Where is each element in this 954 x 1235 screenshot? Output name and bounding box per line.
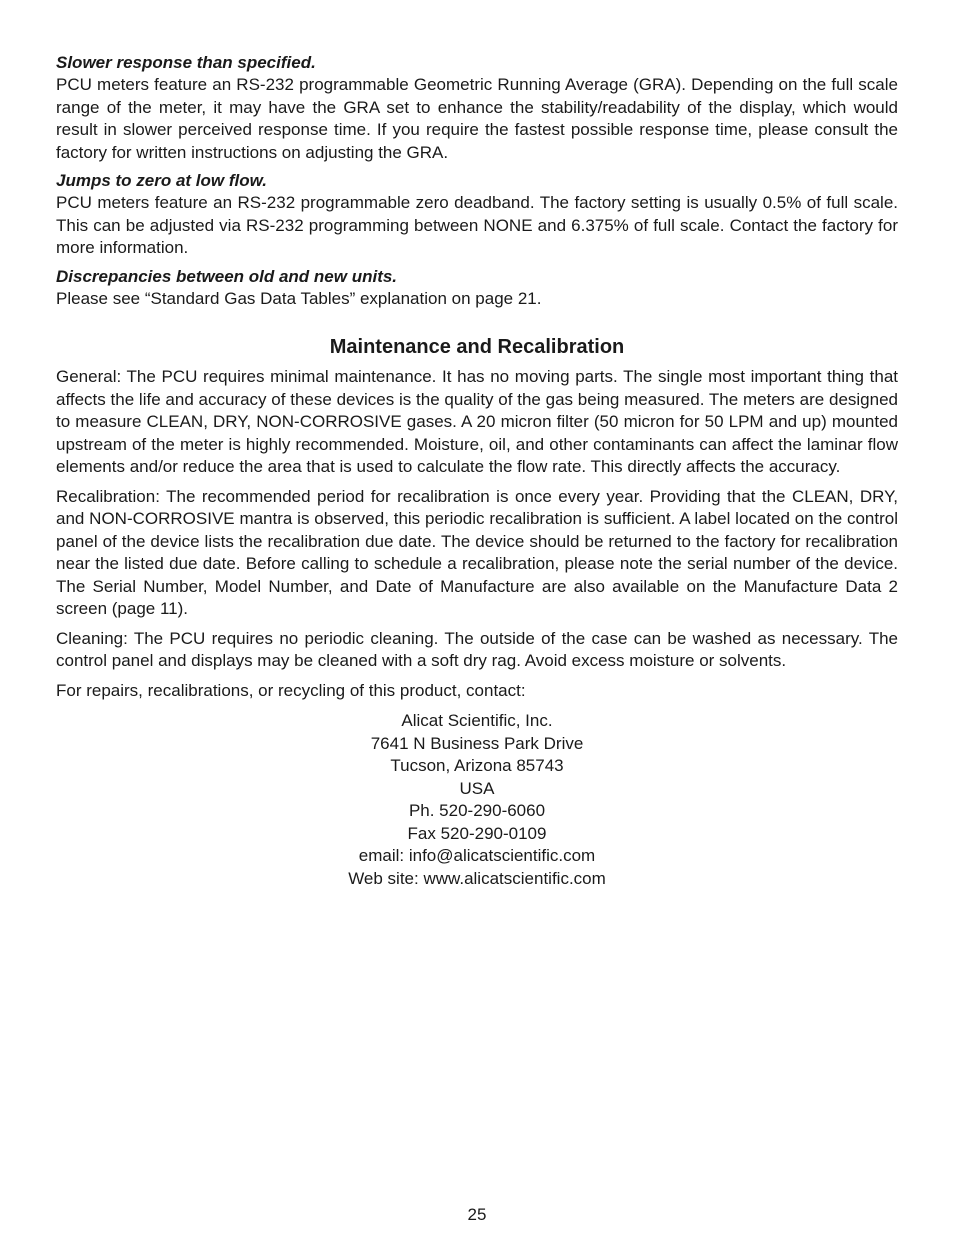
contact-intro: For repairs, recalibrations, or recycling of this product, contact: bbox=[56, 680, 526, 700]
contact-company: Alicat Scientific, Inc. bbox=[401, 711, 553, 730]
maintenance-title: Maintenance and Recalibration bbox=[329, 336, 625, 358]
contact-website: Web site: www.alicatscientific.com bbox=[348, 868, 606, 888]
section-body: PCU meters feature an RS-232 programmable zero deadband. The factory setting is usually 0.5% of full scale. This can be adjusted via RS-232 programming between NONE and 6.375% of full scale. Contact the factory for more information. bbox=[56, 193, 898, 257]
troubleshoot-discrepancies bbox=[56, 266, 898, 311]
contact-street: 7641 N Business Park Drive bbox=[370, 733, 584, 753]
maintenance-recalibration: Recalibration: The recommended period for recalibration is once every year. Providing that the CLEAN, DRY, and NON-CORROSIVE mantra is observed, this periodic recalibration is sufficient. A label located on the control panel of the device lists the recalibration due date. The device should be returned to the factory for recalibration near the listed due date. Before calling to schedule a recalibration, please note the serial number of the device. The Serial Number, Model Number, and Date of Manufacture are also available on the Manufacture Data 2 screen (page 11). bbox=[56, 486, 898, 618]
troubleshoot-slow-response bbox=[56, 52, 898, 164]
section-heading: Slower response than specified. bbox=[56, 53, 316, 72]
section-body: PCU meters feature an RS-232 programmable Geometric Running Average (GRA). Depending on the full scale range of the meter, it may have the GRA set to enhance the stability/readability of the display, which would result in slower perceived response time. If you require the fastest possible response time, please consult the factory for written instructions on adjusting the GRA. bbox=[56, 75, 898, 162]
maintenance-cleaning: Cleaning: The PCU requires no periodic cleaning. The outside of the case can be washed as necessary. The control panel and displays may be cleaned with a soft dry rag. Avoid excess moisture or solvents. bbox=[56, 628, 898, 670]
section-heading: Jumps to zero at low flow. bbox=[56, 171, 267, 190]
contact-country: USA bbox=[459, 778, 495, 798]
contact-email: email: info@alicatscientific.com bbox=[358, 846, 596, 865]
contact-address-block bbox=[56, 710, 898, 890]
section-body: Please see “Standard Gas Data Tables” explanation on page 21. bbox=[56, 288, 542, 308]
troubleshoot-zero-jump bbox=[56, 170, 898, 260]
section-heading: Discrepancies between old and new units. bbox=[56, 266, 398, 286]
contact-phone: Ph. 520-290-6060 bbox=[408, 801, 546, 820]
contact-fax: Fax 520-290-0109 bbox=[407, 823, 547, 843]
page-number: 25 bbox=[467, 1205, 487, 1224]
contact-city: Tucson, Arizona 85743 bbox=[390, 756, 564, 775]
document-page bbox=[56, 52, 898, 890]
maintenance-general: General: The PCU requires minimal maintenance. It has no moving parts. The single most important thing that affects the life and accuracy of these devices is the quality of the gas being measured. The meters are designed to measure CLEAN, DRY, NON-CORROSIVE gases. A 20 micron filter (50 micron for 50 LPM and up) mounted upstream of the meter is highly recommended. Moisture, oil, and other contaminants can affect the laminar flow elements and/or reduce the area that is used to calculate the flow rate. This directly affects the accuracy. bbox=[56, 367, 898, 476]
